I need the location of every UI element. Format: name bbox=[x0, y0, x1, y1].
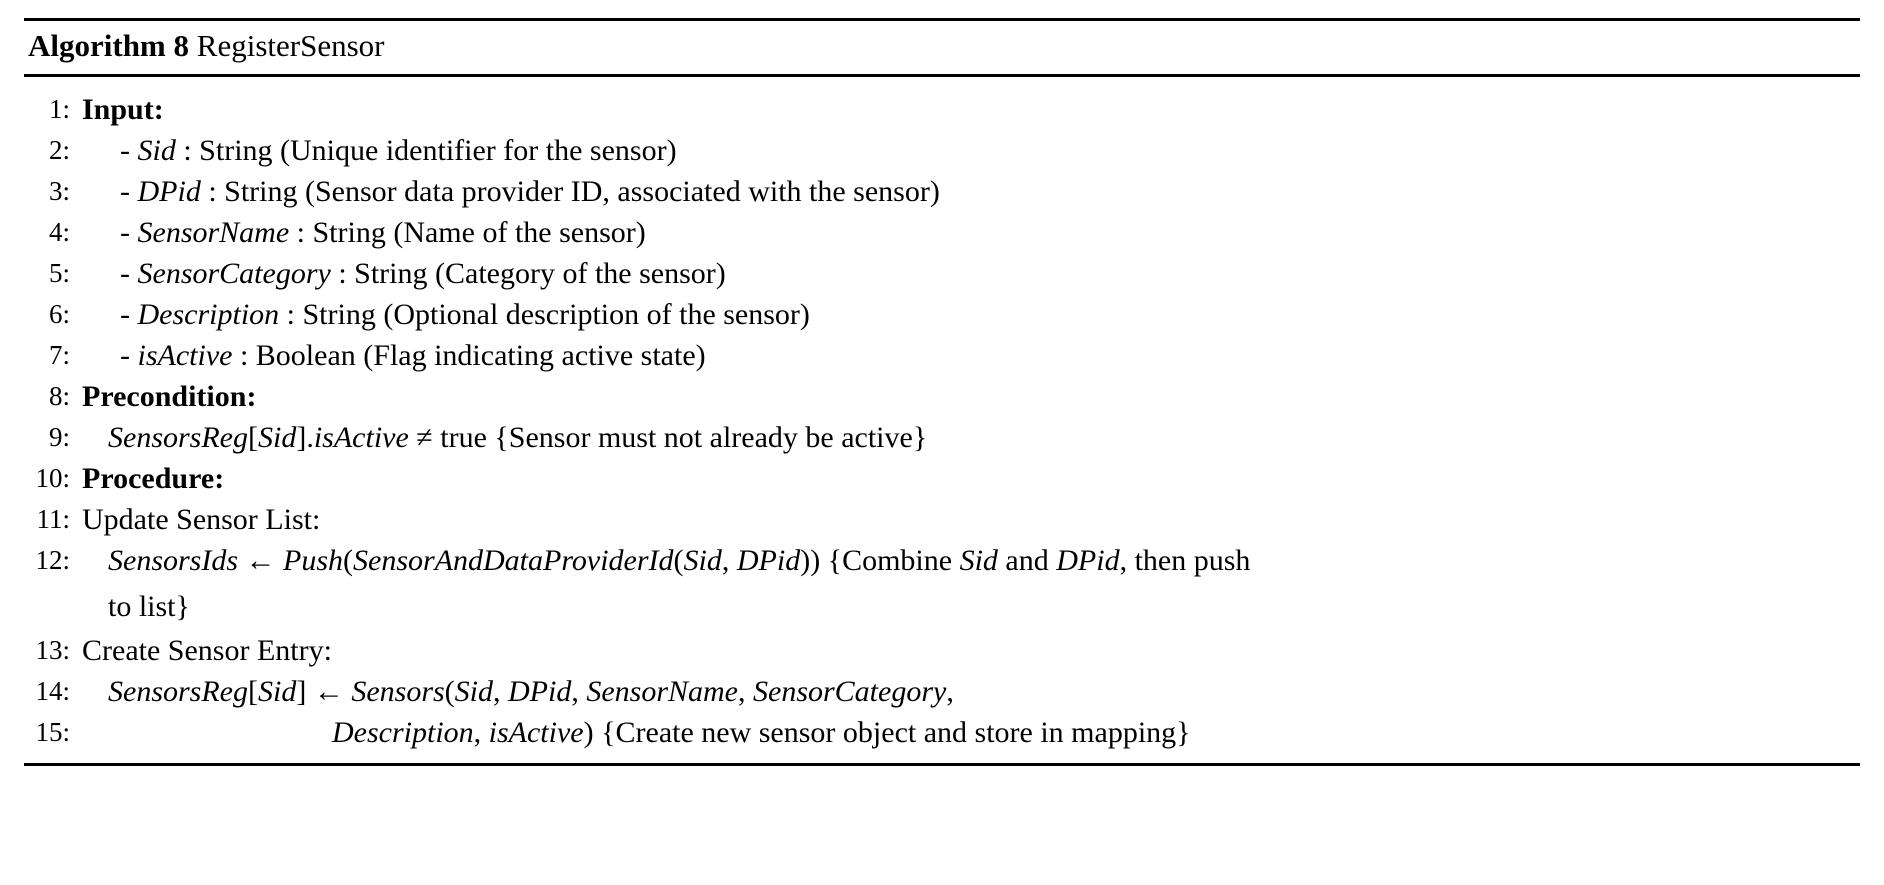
line-number: 2: bbox=[48, 135, 70, 166]
line-content: Description, isActive) {Create new sensor object and store in mapping} bbox=[332, 716, 1191, 750]
line-content: SensorsIds ← Push(SensorAndDataProviderId(Sid, DPid)) {Combine Sid and DPid, then push bbox=[108, 544, 1251, 578]
bottom-rule bbox=[24, 763, 1860, 766]
algorithm-line bbox=[24, 171, 1860, 212]
algorithm-line bbox=[24, 630, 1860, 671]
algorithm-line bbox=[24, 712, 1860, 753]
line-content: - DPid : String (Sensor data provider ID, associated with the sensor) bbox=[120, 175, 940, 209]
algorithm-line bbox=[24, 458, 1860, 499]
algorithm-line-wrap bbox=[24, 581, 1860, 630]
line-content: Precondition: bbox=[82, 380, 257, 414]
algorithm-block bbox=[24, 18, 1860, 766]
line-content: Create Sensor Entry: bbox=[82, 634, 332, 668]
line-content: - SensorCategory : String (Category of the sensor) bbox=[120, 257, 726, 291]
line-number: 13: bbox=[35, 635, 70, 666]
algorithm-line bbox=[24, 417, 1860, 458]
algorithm-name: RegisterSensor bbox=[196, 28, 385, 63]
line-number: 1: bbox=[48, 94, 70, 125]
line-number: 14: bbox=[35, 676, 70, 707]
line-number: 8: bbox=[48, 381, 70, 412]
algorithm-label: Algorithm 8 bbox=[28, 28, 190, 63]
algorithm-line bbox=[24, 671, 1860, 712]
line-content: SensorsReg[Sid].isActive ≠ true {Sensor must not already be active} bbox=[108, 421, 928, 455]
line-number: 15: bbox=[35, 717, 70, 748]
algorithm-line bbox=[24, 212, 1860, 253]
line-number: 11: bbox=[36, 504, 70, 535]
line-content: - isActive : Boolean (Flag indicating active state) bbox=[120, 339, 706, 373]
line-number: 6: bbox=[48, 299, 70, 330]
line-content: Procedure: bbox=[82, 462, 225, 496]
algorithm-line bbox=[24, 335, 1860, 376]
algorithm-line bbox=[24, 253, 1860, 294]
line-number: 3: bbox=[48, 176, 70, 207]
line-number: 12: bbox=[35, 545, 70, 576]
algorithm-lines bbox=[24, 77, 1860, 763]
line-content: - SensorName : String (Name of the sensor) bbox=[120, 216, 646, 250]
algorithm-line bbox=[24, 130, 1860, 171]
line-content-wrap: to list} bbox=[108, 590, 190, 624]
line-content: - Description : String (Optional description of the sensor) bbox=[120, 298, 810, 332]
algorithm-line bbox=[24, 376, 1860, 417]
algorithm-line bbox=[24, 294, 1860, 335]
line-number: 10: bbox=[35, 463, 70, 494]
line-number: 9: bbox=[48, 422, 70, 453]
line-content: Input: bbox=[82, 93, 164, 127]
line-content: Update Sensor List: bbox=[82, 503, 321, 537]
line-number: 5: bbox=[48, 258, 70, 289]
line-number: 4: bbox=[48, 217, 70, 248]
algorithm-line bbox=[24, 499, 1860, 540]
line-number: 7: bbox=[48, 340, 70, 371]
line-content: - Sid : String (Unique identifier for the sensor) bbox=[120, 134, 677, 168]
algorithm-line bbox=[24, 89, 1860, 130]
algorithm-title bbox=[24, 21, 1860, 74]
line-content: SensorsReg[Sid] ← Sensors(Sid, DPid, SensorName, SensorCategory, bbox=[108, 675, 954, 709]
algorithm-line bbox=[24, 540, 1860, 581]
